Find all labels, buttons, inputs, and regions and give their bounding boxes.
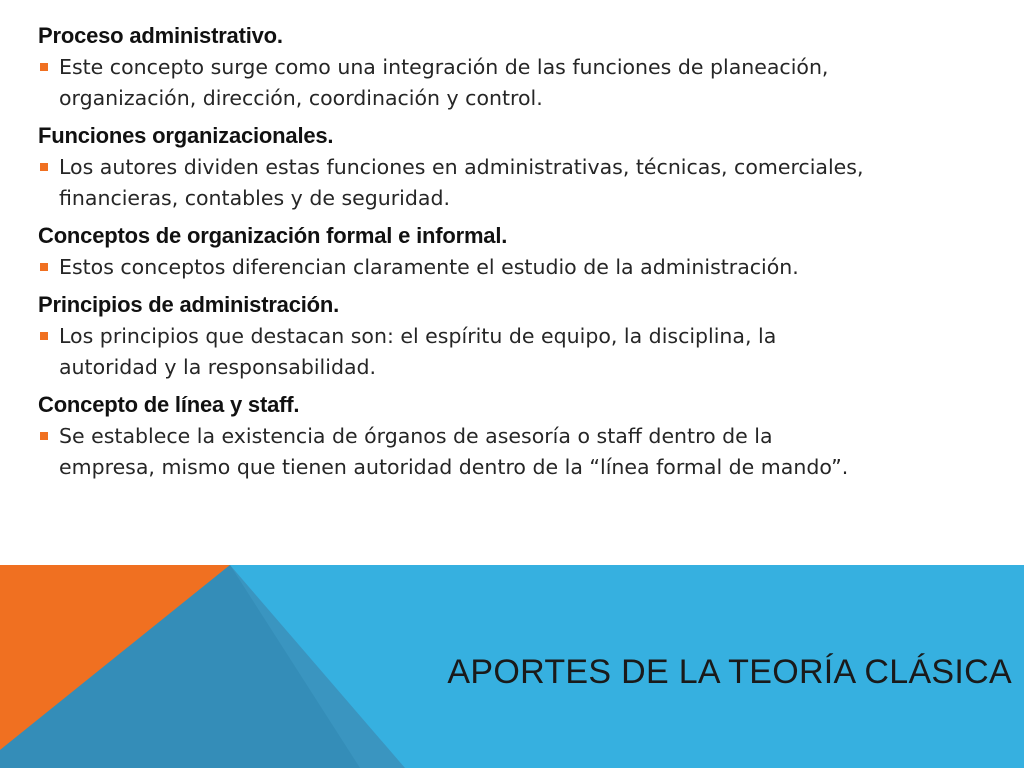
square-bullet-icon	[40, 63, 48, 71]
square-bullet-icon	[40, 263, 48, 271]
bullet-text: Los principios que destacan son: el espíritu de equipo, la disciplina, la	[59, 324, 777, 348]
bullet-text: organización, dirección, coordinación y control.	[59, 86, 543, 110]
bullet-principios-administracion	[38, 321, 1008, 383]
bullet-linea-staff	[38, 421, 1008, 483]
section-heading-organizacion-formal-informal: Conceptos de organización formal e informal.	[38, 223, 508, 248]
slide-title: APORTES DE LA TEORÍA CLÁSICA	[447, 653, 1012, 691]
section-heading-principios-administracion: Principios de administración.	[38, 292, 340, 317]
section-heading-linea-staff: Concepto de línea y staff.	[38, 392, 300, 417]
title-banner	[0, 565, 1024, 768]
square-bullet-icon	[40, 432, 48, 440]
section-heading-proceso-administrativo: Proceso administrativo.	[38, 23, 283, 48]
content-area	[38, 22, 1008, 483]
bullet-text: Los autores dividen estas funciones en administrativas, técnicas, comerciales,	[59, 155, 864, 179]
section-heading-funciones-organizacionales: Funciones organizacionales.	[38, 123, 334, 148]
bullet-text: Estos conceptos diferencian claramente el estudio de la administración.	[59, 255, 799, 279]
bullet-text: autoridad y la responsabilidad.	[59, 355, 377, 379]
square-bullet-icon	[40, 332, 48, 340]
bullet-text: Se establece la existencia de órganos de asesoría o staff dentro de la	[59, 424, 773, 448]
square-bullet-icon	[40, 163, 48, 171]
bullet-text: Este concepto surge como una integración de las funciones de planeación,	[59, 55, 829, 79]
bullet-text: financieras, contables y de seguridad.	[59, 186, 450, 210]
bullet-organizacion-formal-informal	[38, 252, 1008, 283]
bullet-text: empresa, mismo que tienen autoridad dentro de la “línea formal de mando”.	[59, 455, 849, 479]
bullet-funciones-organizacionales	[38, 152, 1008, 214]
bullet-proceso-administrativo	[38, 52, 1008, 114]
